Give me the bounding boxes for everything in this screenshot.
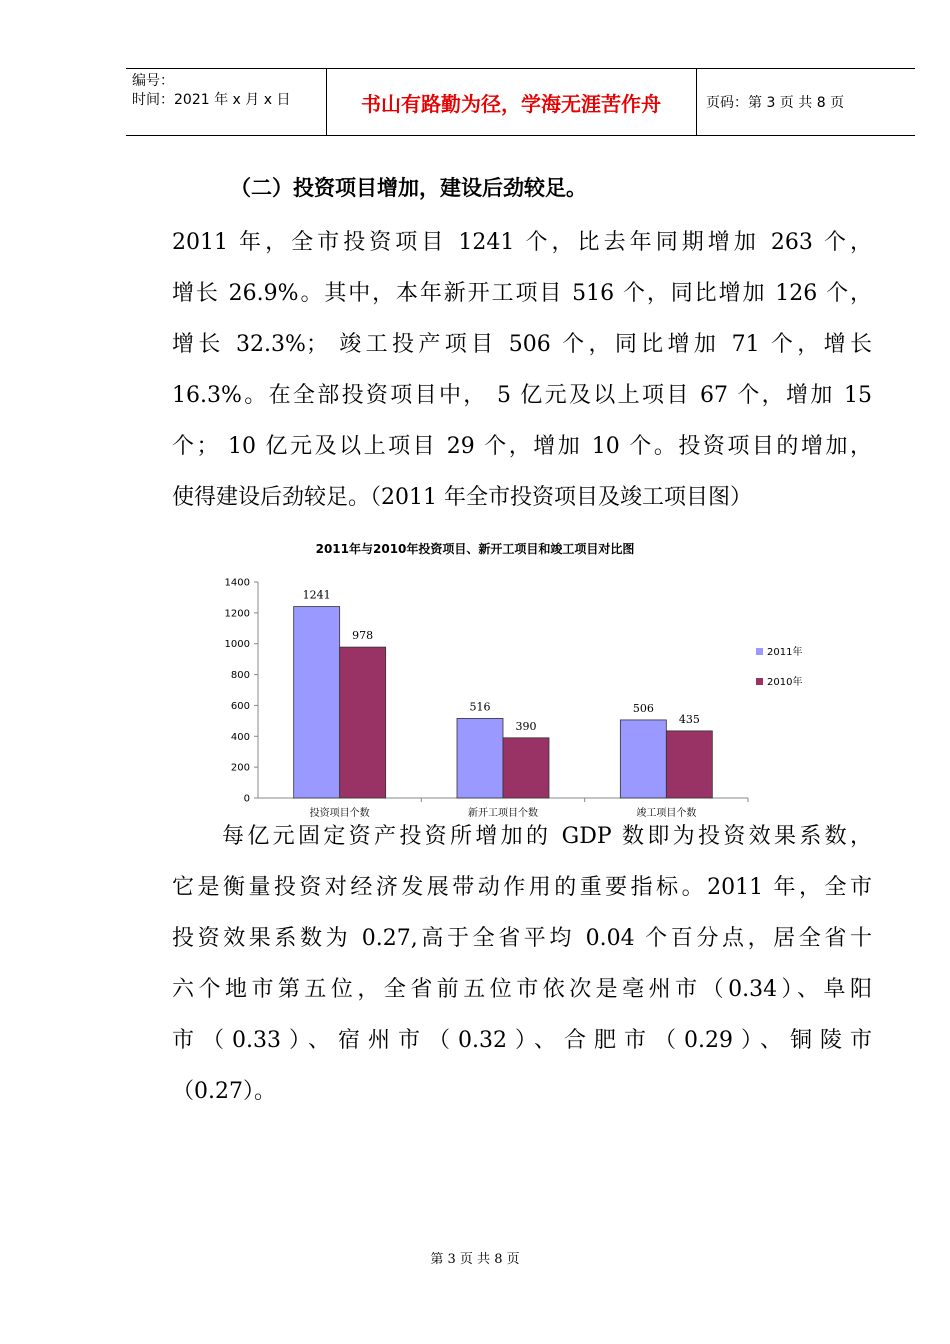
x-tick-label: 投资项目个数	[309, 808, 370, 819]
bar-chart	[200, 565, 840, 830]
page-info: 页码：第 3 页 共 8 页	[706, 95, 845, 111]
bar	[340, 647, 386, 798]
paragraph-line: 每亿元固定资产投资所增加的 GDP 数即为投资效果系数，	[222, 824, 872, 849]
paragraph-line: （0.27）。	[172, 1079, 276, 1104]
data-label: 978	[352, 629, 374, 643]
y-tick-label: 1400	[224, 577, 250, 589]
data-label: 435	[678, 712, 700, 726]
bar	[620, 720, 666, 798]
y-tick-label: 200	[230, 762, 250, 774]
x-tick-label: 竣工项目个数	[636, 808, 697, 819]
paragraph-line: 使得建设后劲较足。（2011 年全市投资项目及竣工项目图）	[172, 485, 752, 510]
x-tick-label: 新开工项目个数	[468, 808, 538, 819]
header-page-cell	[696, 69, 915, 135]
paragraph-line: 投资效果系数为 0.27,高于全省平均 0.04 个百分点，居全省十	[172, 926, 872, 951]
paragraph-line: 市（0.33）、宿州市（0.32）、合肥市（0.29）、铜陵市	[172, 1028, 872, 1053]
y-tick-label: 1000	[224, 639, 250, 651]
time-label: 时间：2021 年 x 月 x 日	[132, 92, 291, 108]
bar	[457, 718, 503, 798]
bar	[503, 738, 549, 798]
data-label: 390	[515, 719, 537, 733]
data-label: 1241	[302, 588, 331, 602]
legend-label: 2010年	[767, 677, 803, 688]
motto-text: 书山有路勤为径，学海无涯苦作舟	[361, 91, 661, 116]
paragraph-investment-projects	[172, 217, 872, 523]
page-header	[126, 68, 915, 136]
bar	[294, 607, 340, 798]
data-label: 516	[469, 700, 491, 714]
chart-title: 2011年与2010年投资项目、新开工项目和竣工项目对比图	[315, 542, 635, 556]
paragraph-line: 增长 32.3%； 竣工投产项目 506 个，同比增加 71 个，增长	[172, 332, 872, 357]
paragraph-line: 六个地市第五位，全省前五位市依次是亳州市（0.34）、阜阳	[172, 977, 872, 1002]
y-tick-label: 600	[230, 700, 250, 712]
legend-swatch	[756, 648, 763, 655]
page-footer: 第 3 页 共 8 页	[430, 1252, 520, 1267]
header-meta-cell	[126, 69, 327, 135]
y-tick-label: 0	[243, 793, 250, 805]
paragraph-line: 增长 26.9%。其中，本年新开工项目 516 个，同比增加 126 个，	[172, 281, 872, 306]
legend-label: 2011年	[767, 647, 803, 658]
data-label: 506	[632, 701, 654, 715]
paragraph-line: 它是衡量投资对经济发展带动作用的重要指标。2011 年，全市	[172, 875, 872, 900]
number-label: 编号：	[132, 73, 174, 89]
bar	[666, 731, 712, 798]
paragraph-line: 16.3%。在全部投资项目中， 5 亿元及以上项目 67 个，增加 15	[172, 383, 872, 408]
paragraph-line: 个； 10 亿元及以上项目 29 个，增加 10 个。投资项目的增加，	[172, 434, 872, 459]
paragraph-line: 2011 年，全市投资项目 1241 个，比去年同期增加 263 个，	[172, 230, 872, 255]
header-motto-cell	[326, 69, 697, 135]
y-tick-label: 400	[230, 731, 250, 743]
legend-swatch	[756, 678, 763, 685]
section-title: （二）投资项目增加，建设后劲较足。	[230, 176, 587, 200]
y-tick-label: 800	[230, 670, 250, 682]
paragraph-investment-effect	[172, 811, 872, 1117]
y-tick-label: 1200	[224, 608, 250, 620]
